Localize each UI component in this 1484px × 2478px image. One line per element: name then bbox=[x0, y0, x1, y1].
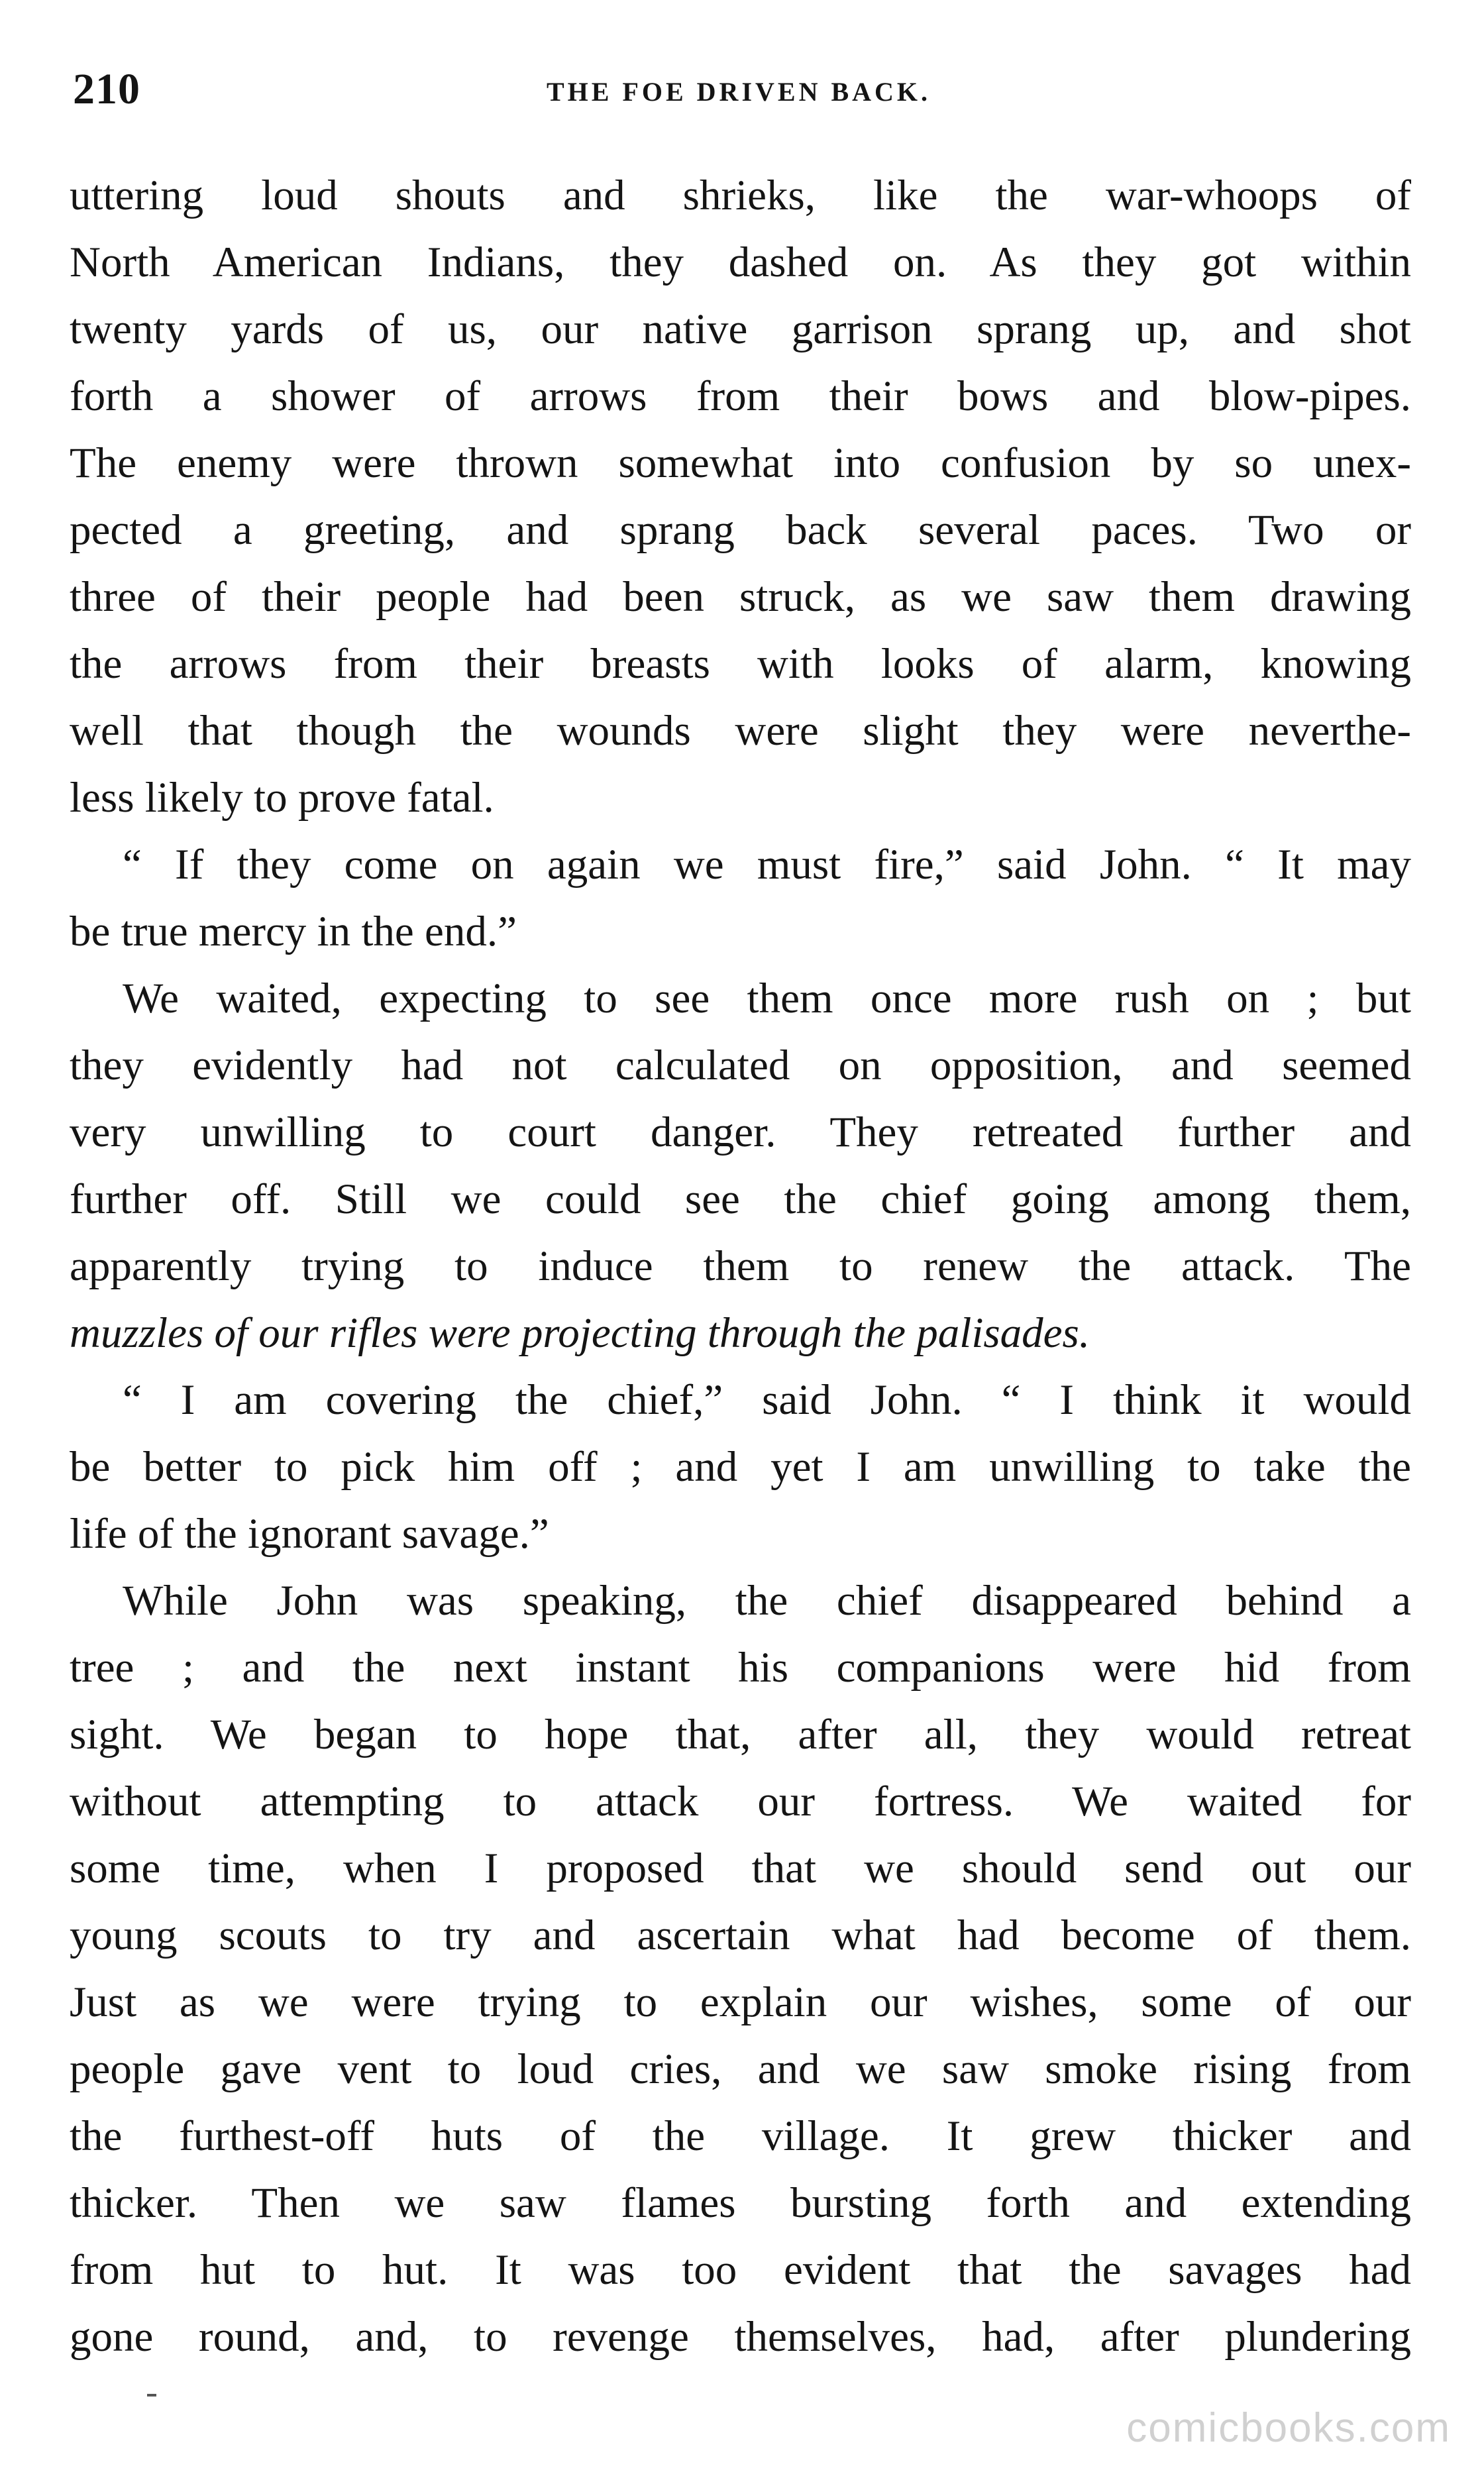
page-number: 210 bbox=[73, 65, 140, 113]
text-line: from hut to hut. It was too evident that the savages had bbox=[70, 2246, 1411, 2294]
text-line: young scouts to try and ascertain what had become of them. bbox=[70, 1912, 1411, 1959]
text-line: Just as we were trying to explain our wishes, some of our bbox=[70, 1978, 1411, 2026]
text-line: be true mercy in the end.” bbox=[70, 908, 517, 955]
text-line: apparently trying to induce them to renew the attack. The bbox=[70, 1242, 1411, 1290]
text-line: some time, when I proposed that we should send out our bbox=[70, 1845, 1411, 1892]
text-line: life of the ignorant savage.” bbox=[70, 1510, 549, 1558]
text-line: the arrows from their breasts with looks of alarm, knowing bbox=[70, 640, 1411, 688]
watermark: comicbooks.com bbox=[1126, 2405, 1451, 2451]
text-line: they evidently had not calculated on opposition, and seemed bbox=[70, 1042, 1411, 1089]
text-line: pected a greeting, and sprang back several paces. Two or bbox=[70, 506, 1411, 554]
text-line: forth a shower of arrows from their bows and blow-pipes. bbox=[70, 372, 1411, 420]
text-line: well that though the wounds were slight they were neverthe- bbox=[70, 707, 1411, 755]
text-line: less likely to prove fatal. bbox=[70, 774, 494, 822]
text-line: “ I am covering the chief,” said John. “ I think it would bbox=[123, 1376, 1411, 1424]
text-line: further off. Still we could see the chief going among them, bbox=[70, 1175, 1411, 1223]
text-line: people gave vent to loud cries, and we saw smoke rising from bbox=[70, 2045, 1411, 2093]
text-line: sight. We began to hope that, after all, they would retreat bbox=[70, 1711, 1411, 1758]
text-line: be better to pick him off ; and yet I am unwilling to take the bbox=[70, 1443, 1411, 1491]
text-line: While John was speaking, the chief disappeared behind a bbox=[123, 1577, 1411, 1625]
running-head: THE FOE DRIVEN BACK. bbox=[546, 77, 931, 107]
text-line: The enemy were thrown somewhat into confusion by so unex- bbox=[70, 439, 1411, 487]
text-line: very unwilling to court danger. They retreated further and bbox=[70, 1108, 1411, 1156]
text-line: gone round, and, to revenge themselves, had, after plundering bbox=[70, 2313, 1411, 2361]
text-line: North American Indians, they dashed on. As they got within bbox=[70, 239, 1411, 286]
text-line: the furthest-off huts of the village. It grew thicker and bbox=[70, 2112, 1411, 2160]
text-line: muzzles of our rifles were projecting through the palisades. bbox=[70, 1309, 1090, 1357]
stray-ink-mark bbox=[147, 2394, 156, 2397]
body-text bbox=[70, 162, 1411, 2371]
text-line: twenty yards of us, our native garrison sprang up, and shot bbox=[70, 305, 1411, 353]
text-line: uttering loud shouts and shrieks, like the war-whoops of bbox=[70, 172, 1411, 219]
text-line: thicker. Then we saw flames bursting forth and extending bbox=[70, 2179, 1411, 2227]
text-line: tree ; and the next instant his companions were hid from bbox=[70, 1644, 1411, 1692]
text-line: “ If they come on again we must fire,” said John. “ It may bbox=[123, 841, 1411, 889]
text-line: We waited, expecting to see them once more rush on ; but bbox=[123, 975, 1411, 1022]
text-line: without attempting to attack our fortress. We waited for bbox=[70, 1778, 1411, 1825]
text-line: three of their people had been struck, as we saw them drawing bbox=[70, 573, 1411, 621]
page-header bbox=[66, 63, 1411, 123]
